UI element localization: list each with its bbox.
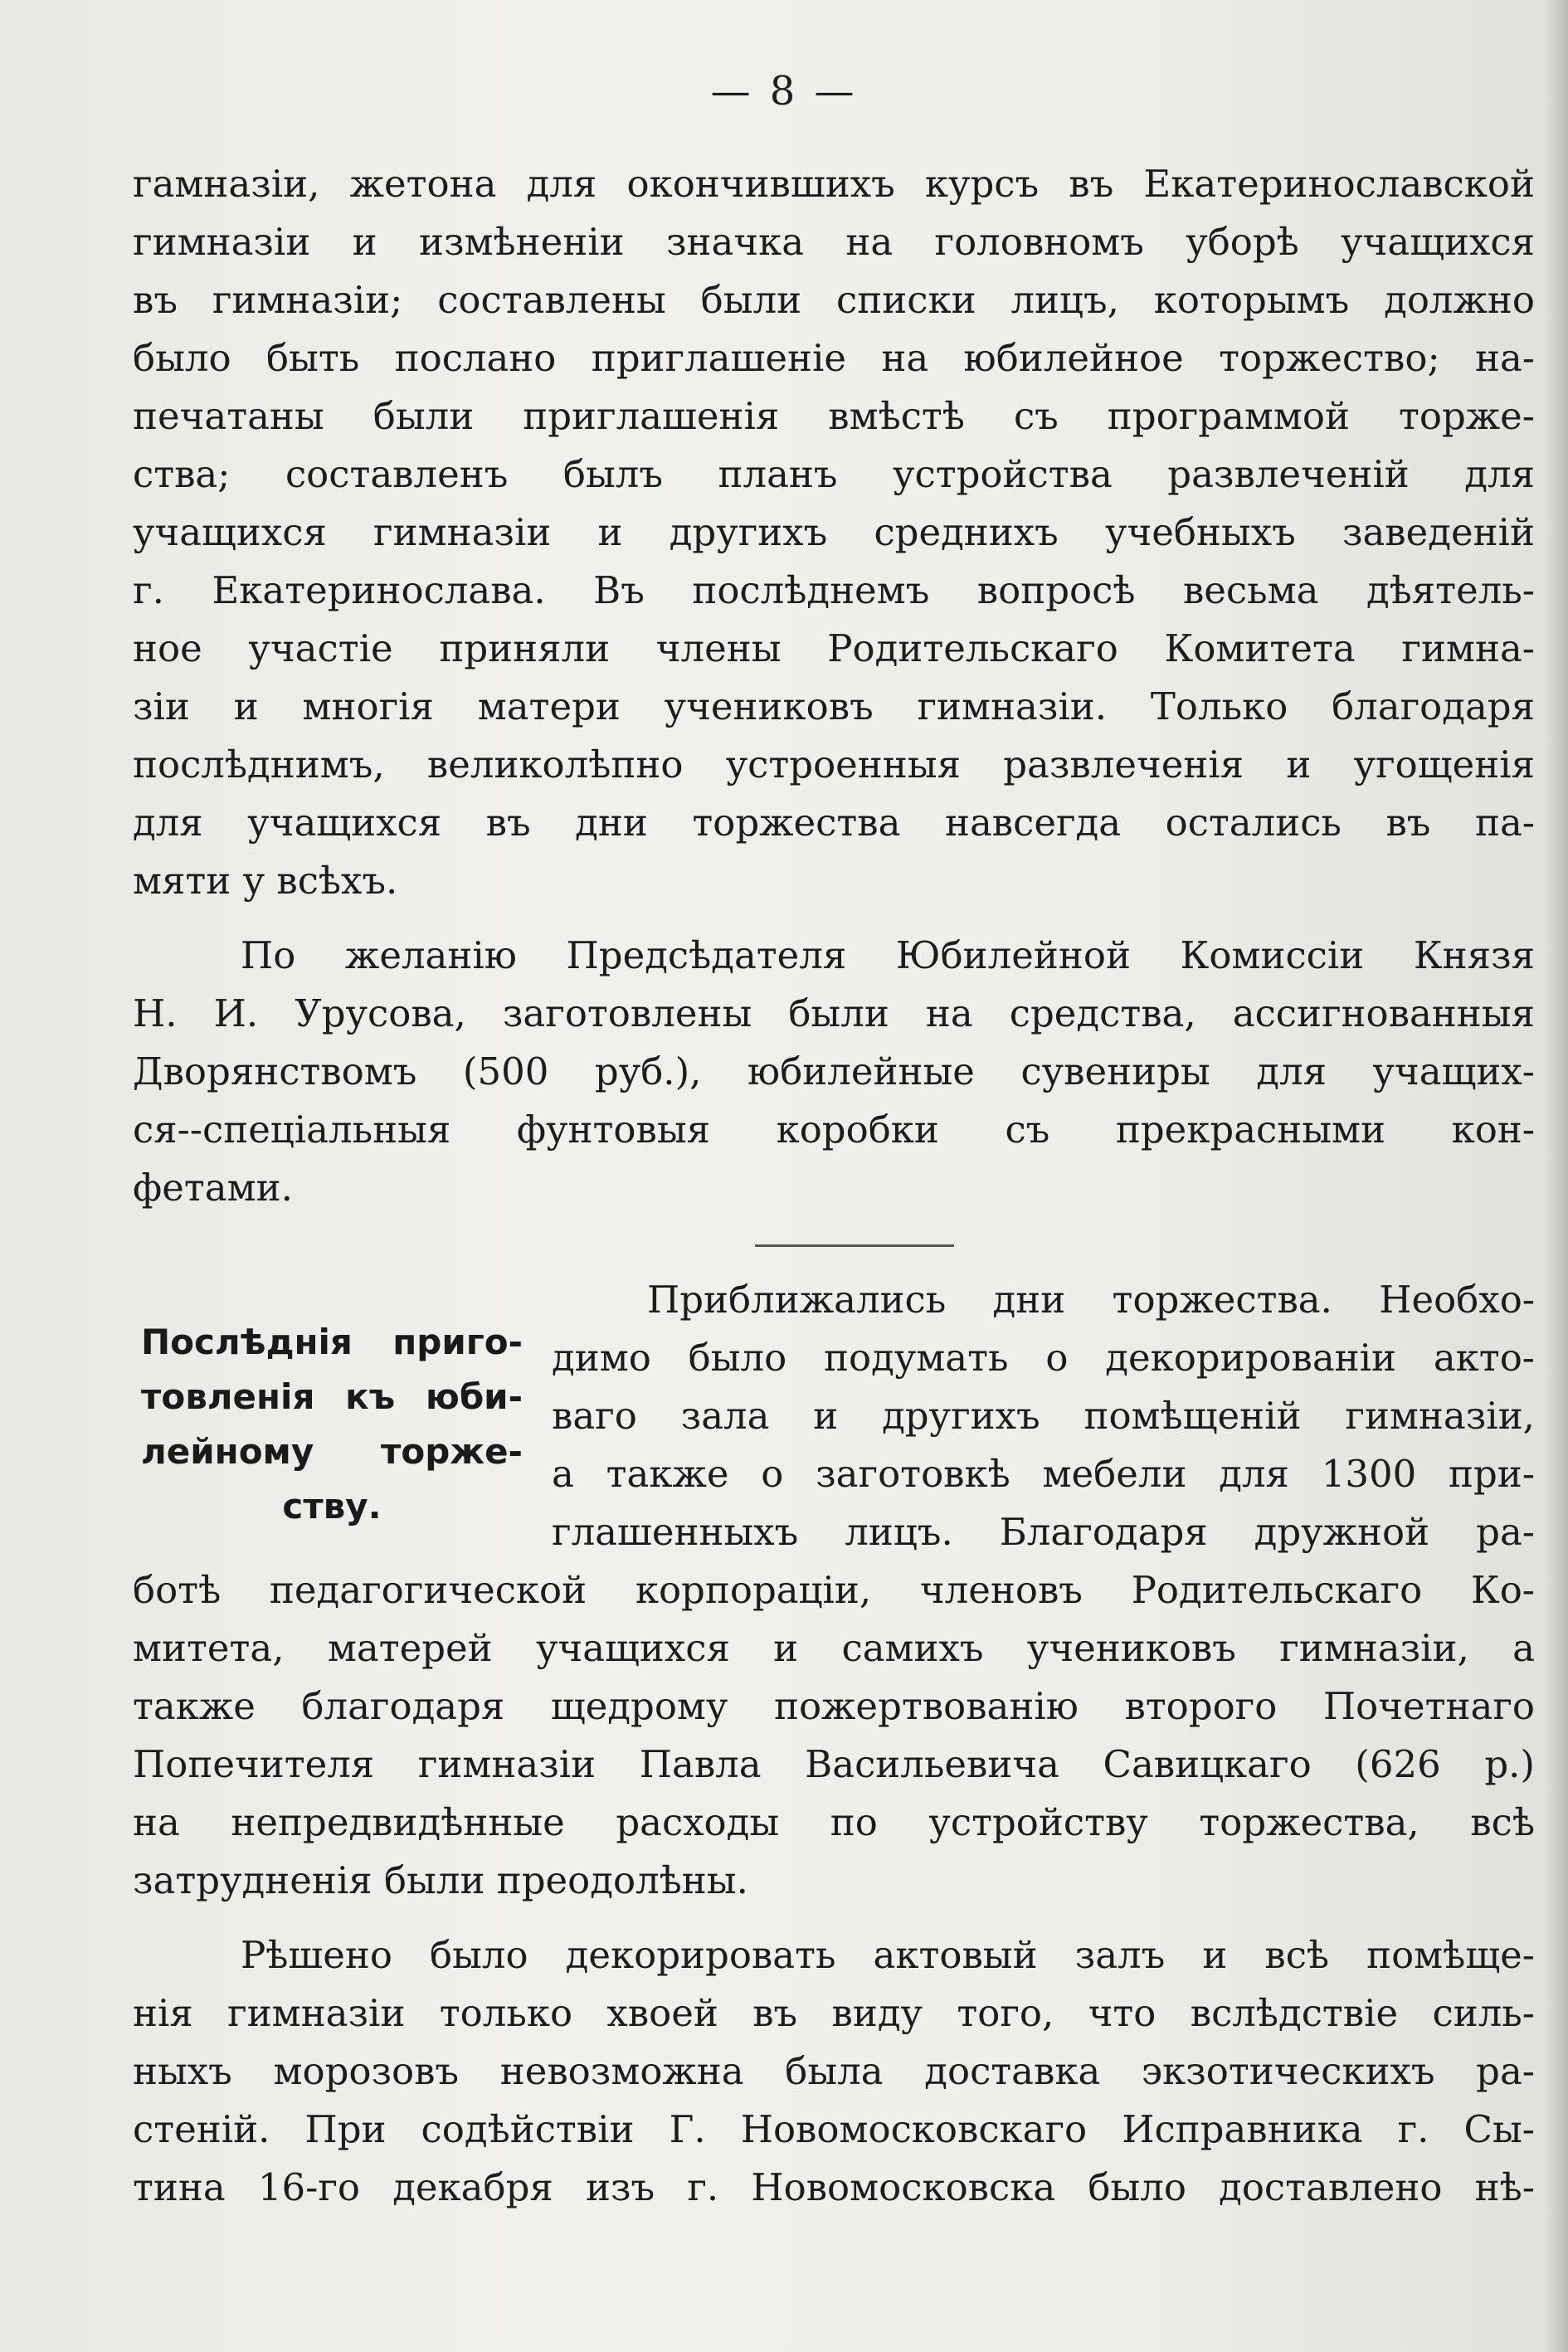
text-line: а также о заготовкѣ мебели для 1300 при- — [552, 1452, 1535, 1496]
section-heading-line: товленія къ юби- — [141, 1376, 523, 1417]
section-heading-line: лейному торже- — [141, 1431, 523, 1472]
text-line: стеній. При содѣйствіи Г. Новомосковскаго Исправника г. Сы- — [133, 2107, 1535, 2151]
text-line: гимназіи и измѣненіи значка на головномъ уборѣ учащихся — [133, 220, 1535, 264]
text-line: затрудненія были преодолѣны. — [133, 1858, 748, 1902]
text-line: въ гимназіи; составлены были списки лицъ, которымъ должно — [133, 278, 1535, 322]
text-line: печатаны были приглашенія вмѣстѣ съ программой торже- — [133, 394, 1535, 438]
text-line: г. Екатеринослава. Въ послѣднемъ вопросѣ весьма дѣятель- — [133, 568, 1535, 612]
text-line: ное участіе приняли члены Родительскаго Комитета гимна- — [133, 626, 1535, 670]
text-line: нія гимназіи только хвоей въ виду того, что вслѣдствіе силь- — [133, 1991, 1535, 2035]
section-divider — [755, 1244, 954, 1247]
text-line: Рѣшено было декорировать актовый залъ и всѣ помѣще- — [241, 1933, 1535, 1977]
text-line: послѣднимъ, великолѣпно устроенныя развлеченія и угощенія — [133, 743, 1535, 786]
text-line: на непредвидѣнные расходы по устройству торжества, всѣ — [133, 1800, 1535, 1844]
text-line: Приближались дни торжества. Необхо- — [647, 1278, 1535, 1322]
section-heading — [141, 1315, 523, 1534]
text-line: Н. И. Урусова, заготовлены были на средства, ассигнованныя — [133, 991, 1535, 1035]
text-line: ботѣ педагогической корпораціи, членовъ Родительскаго Ко- — [133, 1568, 1535, 1612]
page-number: — 8 — — [710, 68, 858, 114]
text-line: фетами. — [133, 1166, 293, 1210]
text-line: митета, матерей учащихся и самихъ учениковъ гимназіи, а — [133, 1626, 1535, 1670]
text-line: ся--спеціальныя фунтовыя коробки съ прекрасными кон- — [133, 1108, 1535, 1152]
text-line: По желанію Предсѣдателя Юбилейной Комиссіи Князя — [241, 933, 1535, 977]
text-line: было быть послано приглашеніе на юбилейное торжество; на- — [133, 336, 1535, 380]
text-line: ныхъ морозовъ невозможна была доставка экзотическихъ ра- — [133, 2049, 1535, 2093]
text-line: гамназіи, жетона для окончившихъ курсъ въ Екатеринославской — [133, 162, 1535, 206]
text-line: тина 16-го декабря изъ г. Новомосковска было доставлено нѣ- — [133, 2165, 1535, 2209]
text-line: Попечителя гимназіи Павла Васильевича Савицкаго (626 р.) — [133, 1742, 1535, 1786]
text-line: мяти у всѣхъ. — [133, 859, 398, 903]
section-heading-line: ству. — [282, 1486, 382, 1527]
text-line: зіи и многія матери учениковъ гимназіи. Только благодаря — [133, 684, 1535, 728]
text-line: Дворянствомъ (500 руб.), юбилейные сувениры для учащих- — [133, 1049, 1535, 1093]
text-line: глашенныхъ лицъ. Благодаря дружной ра- — [552, 1510, 1535, 1554]
text-line: также благодаря щедрому пожертвованію второго Почетнаго — [133, 1684, 1535, 1728]
text-line: учащихся гимназіи и другихъ среднихъ учебныхъ заведеній — [133, 510, 1535, 554]
text-line: димо было подумать о декорированіи акто- — [552, 1336, 1535, 1380]
text-line: ства; составленъ былъ планъ устройства развлеченій для — [133, 452, 1535, 496]
text-line: ваго зала и другихъ помѣщеній гимназіи, — [552, 1394, 1535, 1438]
page-edge-shadow — [1545, 0, 1568, 2352]
text-line: для учащихся въ дни торжества навсегда остались въ па- — [133, 801, 1535, 845]
section-heading-line: Послѣднія приго- — [141, 1322, 523, 1362]
